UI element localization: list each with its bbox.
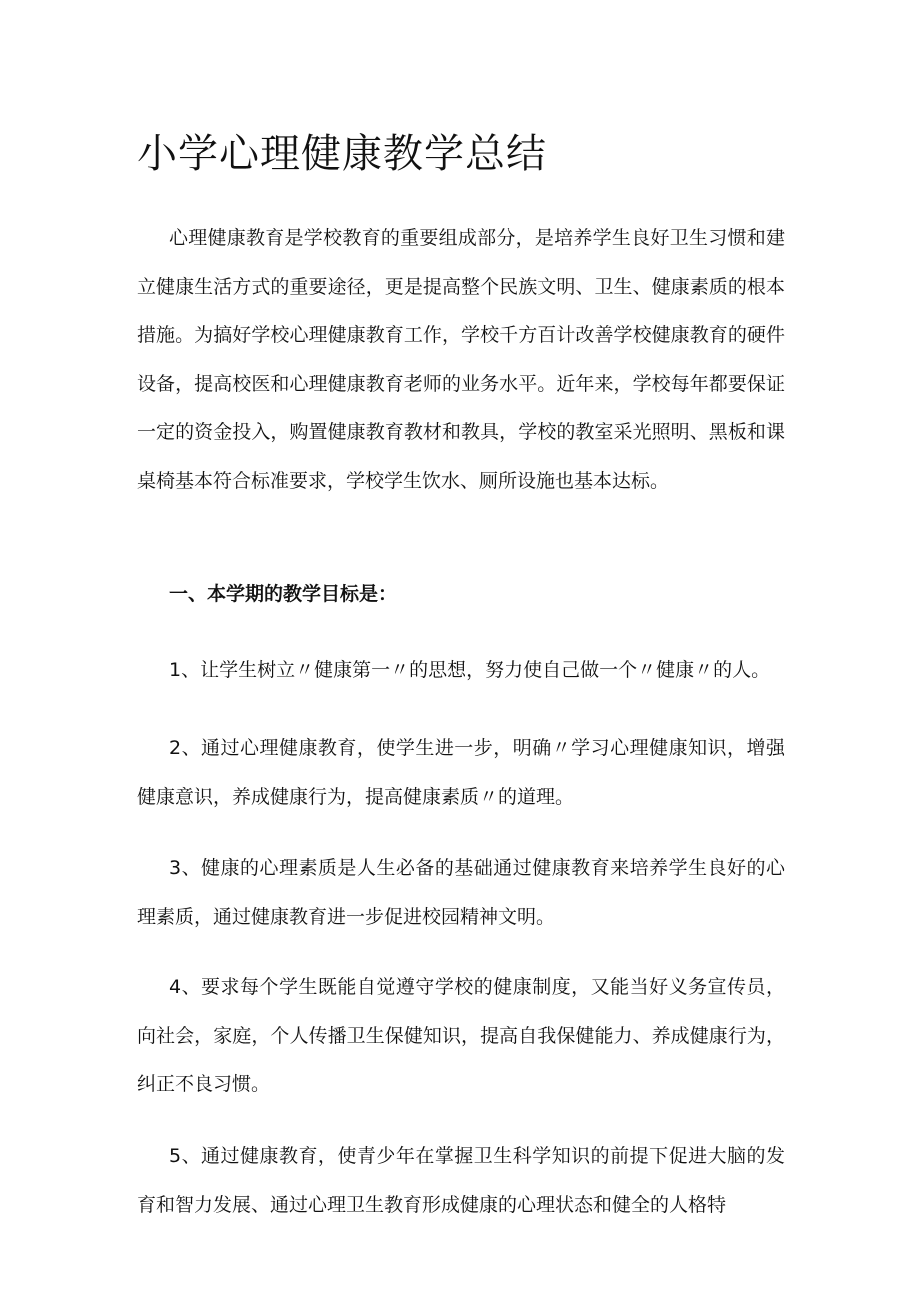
goal-item-4: 4、要求每个学生既能自觉遵守学校的健康制度，又能当好义务宣传员，向社会，家庭，个人传播卫生保健知识，提高自我保健能力、养成健康行为，纠正不良习惯。 xyxy=(137,976,785,1096)
goal-item-3: 3、健康的心理素质是人生必备的基础通过健康教育来培养学生良好的心理素质，通过健康教育进一步促进校园精神文明。 xyxy=(137,857,785,928)
goal-item-5: 5、通过健康教育，使青少年在掌握卫生科学知识的前提下促进大脑的发育和智力发展、通过心理卫生教育形成健康的心理状态和健全的人格特 xyxy=(137,1145,785,1216)
intro-paragraph: 心理健康教育是学校教育的重要组成部分，是培养学生良好卫生习惯和建立健康生活方式的重要途径，更是提高整个民族文明、卫生、健康素质的根本措施。为搞好学校心理健康教育工作，学校千方百计改善学校健康教育的硬件设备，提高校医和心理健康教育老师的业务水平。近年来，学校每年都要保证一定的资金投入，购置健康教育教材和教具，学校的教室采光照明、黑板和课桌椅基本符合标准要求，学校学生饮水、厕所设施也基本达标。 xyxy=(137,227,785,492)
goal-item-2: 2、通过心理健康教育，使学生进一步，明确〃学习心理健康知识，增强健康意识，养成健康行为，提高健康素质〃的道理。 xyxy=(137,737,785,808)
document-title: 小学心理健康教学总结 xyxy=(137,131,547,177)
section-heading-goals: 一、本学期的教学目标是： xyxy=(169,583,398,605)
goal-item-1: 1、让学生树立〃健康第一〃的思想，努力使自己做一个〃健康〃的人。 xyxy=(169,659,771,681)
